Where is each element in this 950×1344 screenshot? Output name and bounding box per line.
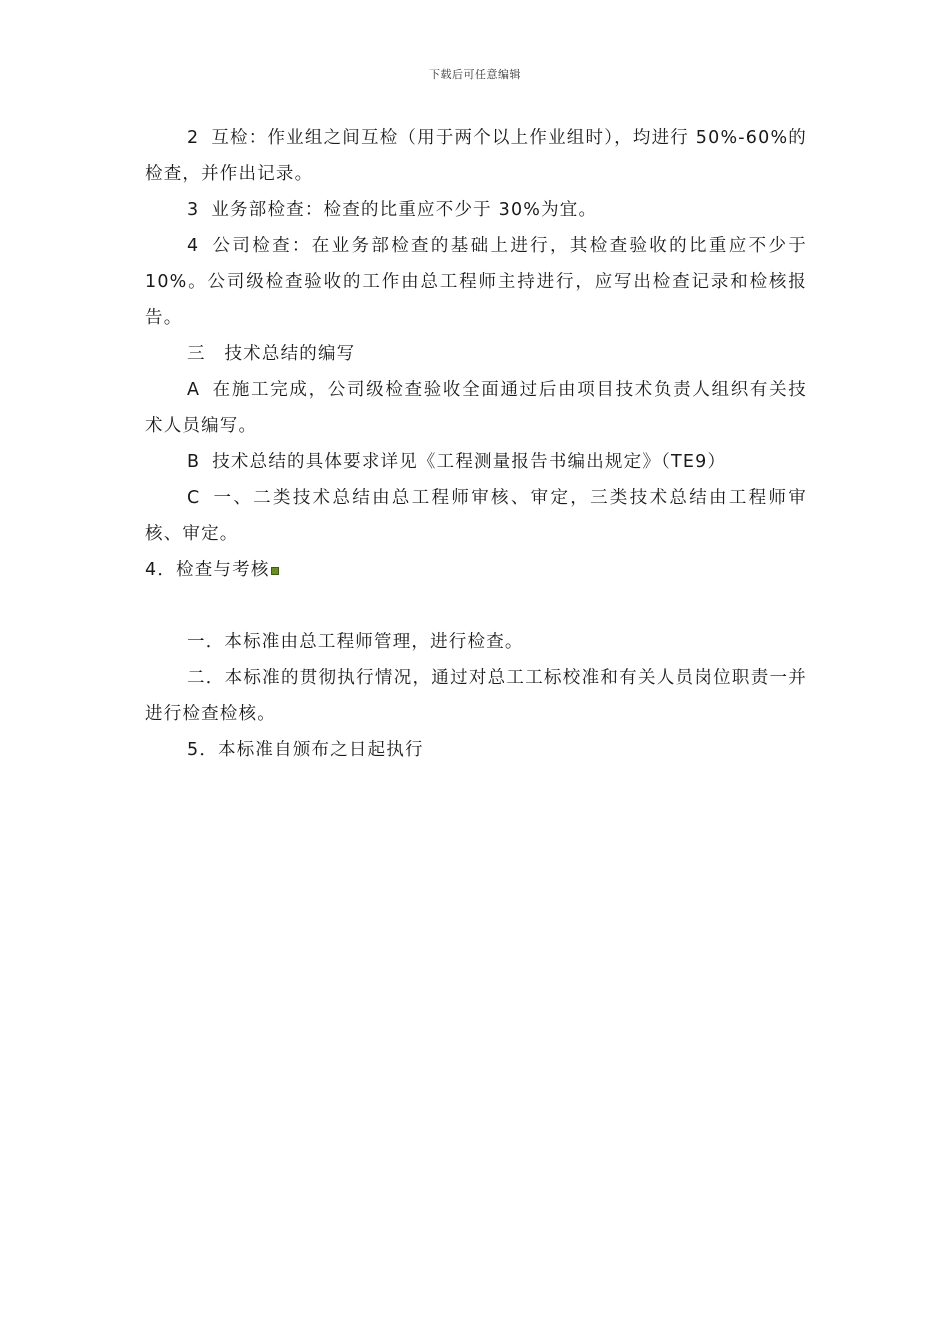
paragraph	[145, 480, 807, 552]
paragraph-text: 业务部检查：检查的比重应不少于 30%为宜。	[211, 200, 598, 220]
item-number: 三	[187, 344, 206, 364]
list-item: 5．本标准自颁布之日起执行	[187, 740, 424, 760]
list-item: 一．本标准由总工程师管理，进行检查。	[187, 632, 524, 652]
item-number: B	[187, 452, 201, 472]
paragraph-text: 技术总结的编写	[217, 344, 356, 364]
paragraph-text: 公司检查：在业务部检查的基础上进行，其检查验收的比重应不少于 10%。公司级检查验收的工作由总工程师主持进行，应写出检查记录和检核报告。	[145, 236, 807, 328]
paragraph	[145, 192, 807, 228]
paragraph-text: 技术总结的具体要求详见《工程测量报告书编出规定》（TE9）	[212, 452, 727, 472]
list-item: 二．本标准的贯彻执行情况，通过对总工工标校准和有关人员岗位职责一并进行检查检核。	[145, 668, 807, 724]
section-heading: 4．检查与考核	[145, 552, 807, 588]
paragraph	[145, 444, 807, 480]
section-heading	[145, 336, 807, 372]
paragraph-text: 在施工完成，公司级检查验收全面通过后由项目技术负责人组织有关技术人员编写。	[145, 380, 807, 436]
paragraph	[145, 372, 807, 444]
paragraph-text: 互检：作业组之间互检（用于两个以上作业组时），均进行 50%-60%的检查，并作出记录。	[145, 128, 807, 184]
document-body	[145, 120, 807, 768]
anchor-marker-icon	[271, 567, 279, 575]
paragraph-text: 一、二类技术总结由总工程师审核、审定，三类技术总结由工程师审核、审定。	[145, 488, 807, 544]
item-number: 3	[187, 200, 200, 220]
item-number: 2	[187, 128, 200, 148]
paragraph	[145, 228, 807, 336]
item-number: C	[187, 488, 201, 508]
spacer	[145, 588, 807, 624]
page-header: 下载后可任意编辑	[429, 68, 521, 81]
paragraph	[145, 120, 807, 192]
item-number: 4	[187, 236, 200, 256]
item-number: A	[187, 380, 201, 400]
